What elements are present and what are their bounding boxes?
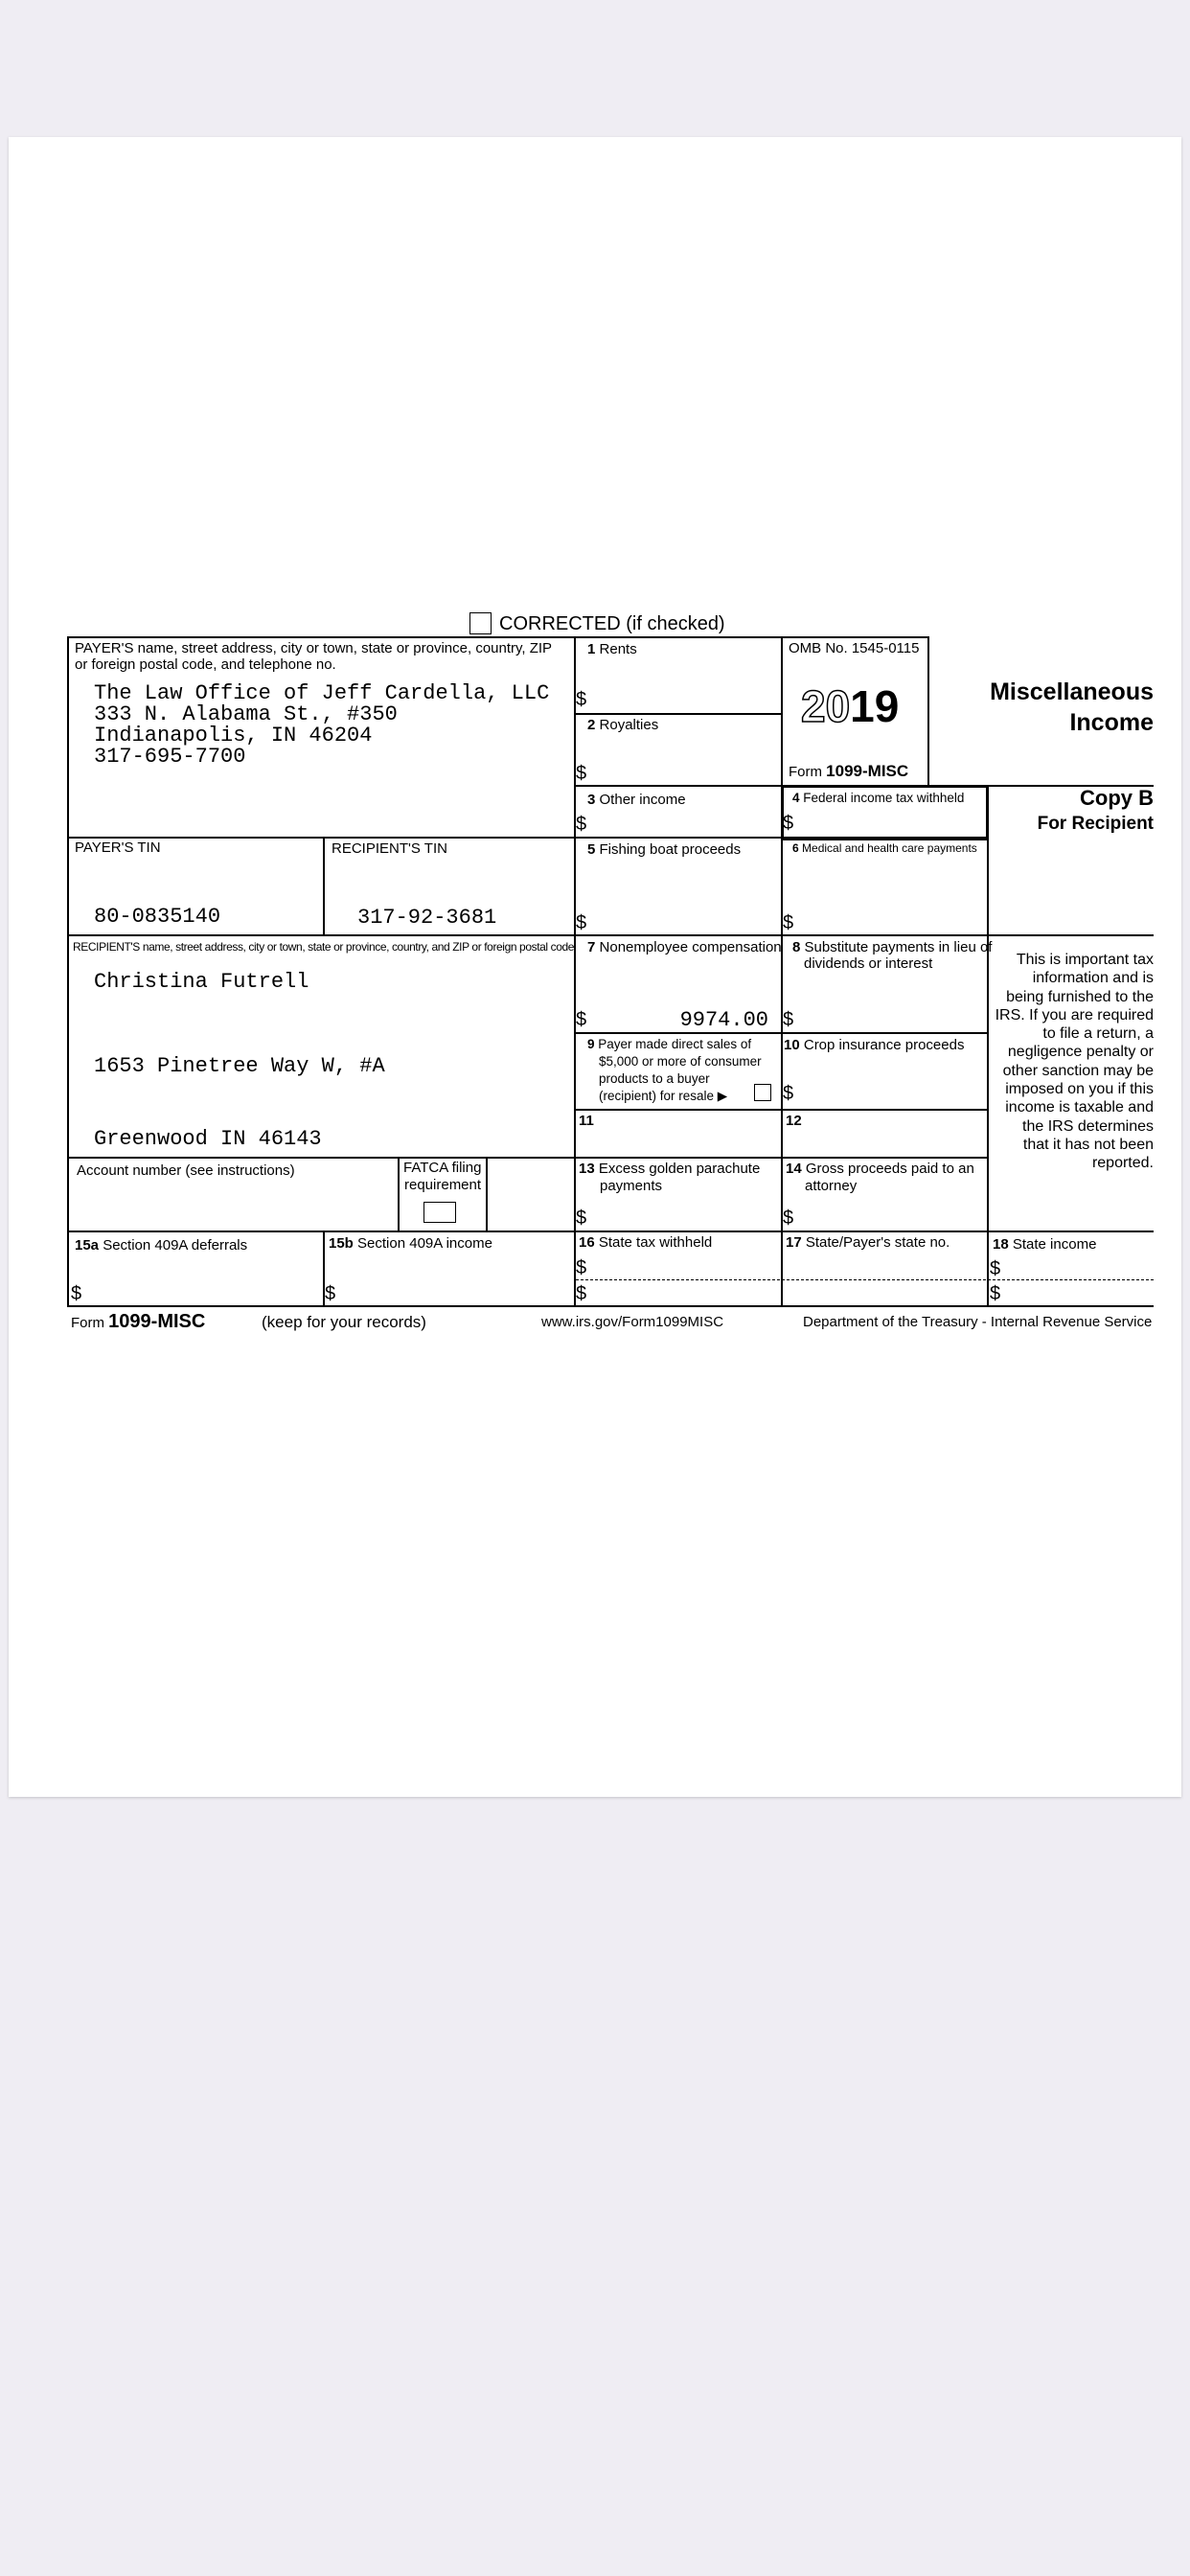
box14-dollar: $ <box>783 1208 794 1229</box>
account-label: Account number (see instructions) <box>77 1162 295 1179</box>
box18-dollar-2: $ <box>990 1283 1001 1304</box>
important-notice: This is important tax information and is being furnished to the IRS. If you are required to file a return, a negligence penalty or other sanction may be imposed on you if this income is taxable and the IRS determines that it has not been reported. <box>995 952 1154 1172</box>
box15a-label: 15a Section 409A deferrals <box>75 1237 248 1254</box>
recipient-street: 1653 Pinetree Way W, #A <box>94 1054 385 1078</box>
box10-dollar: $ <box>783 1083 794 1104</box>
box3-label: 3 Other income <box>587 792 686 808</box>
footer-dept: Department of the Treasury - Internal Revenue Service <box>803 1314 1153 1330</box>
payer-label-line1: PAYER'S name, street address, city or town, state or province, country, ZIP <box>75 640 553 656</box>
box6-label: 6 Medical and health care payments <box>792 841 977 855</box>
box12-label: 12 <box>786 1113 802 1129</box>
box9-label-line3: products to a buyer <box>599 1071 710 1086</box>
box7-dollar: $ <box>576 1009 587 1030</box>
box3-dollar: $ <box>576 814 587 835</box>
box18-dollar-1: $ <box>990 1258 1001 1279</box>
box6-dollar: $ <box>783 912 794 933</box>
copy-for: For Recipient <box>1037 814 1154 834</box>
recipient-tin-label: RECIPIENT'S TIN <box>332 840 447 857</box>
box13-label-line2: payments <box>600 1178 663 1194</box>
box15b-dollar: $ <box>325 1283 336 1304</box>
box9-checkbox[interactable] <box>754 1084 771 1101</box>
payer-city: Indianapolis, IN 46204 <box>94 724 373 748</box>
form-title-line2: Income <box>1069 709 1154 736</box>
recipient-name-label: RECIPIENT'S name, street address, city or town, state or province, country, and ZIP or foreign postal code <box>73 940 575 954</box>
box14-label-line2: attorney <box>805 1178 858 1194</box>
box16-dollar-1: $ <box>576 1257 587 1278</box>
box2-label: 2 Royalties <box>587 717 659 733</box>
payer-name: The Law Office of Jeff Cardella, LLC <box>94 681 550 705</box>
box15a-dollar: $ <box>71 1283 82 1304</box>
box9-label-line4: (recipient) for resale ▶ <box>599 1089 728 1103</box>
box1-label: 1 Rents <box>587 641 637 657</box>
footer-keep: (keep for your records) <box>262 1313 426 1331</box>
corrected-label: CORRECTED (if checked) <box>499 613 725 634</box>
box5-dollar: $ <box>576 912 587 933</box>
omb-number: OMB No. 1545-0115 <box>789 640 920 656</box>
payer-label-line2: or foreign postal code, and telephone no. <box>75 656 336 673</box>
box8-dollar: $ <box>783 1009 794 1030</box>
fatca-label-line2: requirement <box>404 1177 482 1193</box>
box13-dollar: $ <box>576 1208 587 1229</box>
box9-label-line2: $5,000 or more of consumer <box>599 1054 762 1069</box>
box16-dollar-2: $ <box>576 1283 587 1304</box>
box18-label: 18 State income <box>993 1236 1097 1253</box>
corrected-checkbox[interactable] <box>469 612 492 634</box>
box7-label: 7 Nonemployee compensation <box>587 939 782 955</box>
tax-year: 2019 <box>801 681 900 731</box>
footer-form-name: Form 1099-MISC <box>71 1311 206 1332</box>
box10-label: 10 Crop insurance proceeds <box>784 1037 965 1053</box>
form-name-top: Form 1099-MISC <box>789 762 909 780</box>
recipient-name: Christina Futrell <box>94 970 309 994</box>
box17-label: 17 State/Payer's state no. <box>786 1234 950 1251</box>
box14-label-line1: 14 Gross proceeds paid to an <box>786 1161 974 1177</box>
box5-label: 5 Fishing boat proceeds <box>587 841 742 858</box>
payer-tin-label: PAYER'S TIN <box>75 840 161 856</box>
box7-value: 9974.00 <box>679 1008 768 1032</box>
fatca-checkbox[interactable] <box>423 1202 456 1223</box>
box4-label: 4 Federal income tax withheld <box>792 791 965 805</box>
box1-dollar: $ <box>576 689 587 710</box>
box16-label: 16 State tax withheld <box>579 1234 713 1251</box>
box9-label-line1: 9 Payer made direct sales of <box>587 1037 752 1051</box>
box2-dollar: $ <box>576 763 587 784</box>
payer-tin: 80-0835140 <box>94 905 221 929</box>
box11-label: 11 <box>579 1113 594 1129</box>
box8-label-line1: 8 Substitute payments in lieu of <box>792 939 993 955</box>
box8-label-line2: dividends or interest <box>804 955 933 972</box>
fatca-label-line1: FATCA filing <box>403 1160 482 1176</box>
recipient-tin: 317-92-3681 <box>357 906 497 930</box>
box4-dollar: $ <box>783 813 794 834</box>
payer-phone: 317-695-7700 <box>94 745 246 769</box>
box15b-label: 15b Section 409A income <box>329 1235 492 1252</box>
copy-label: Copy B <box>1080 786 1154 810</box>
recipient-city: Greenwood IN 46143 <box>94 1127 322 1151</box>
form-title-line1: Miscellaneous <box>990 678 1154 705</box>
payer-street: 333 N. Alabama St., #350 <box>94 702 398 726</box>
footer-url: www.irs.gov/Form1099MISC <box>541 1314 724 1330</box>
box13-label-line1: 13 Excess golden parachute <box>579 1161 761 1177</box>
